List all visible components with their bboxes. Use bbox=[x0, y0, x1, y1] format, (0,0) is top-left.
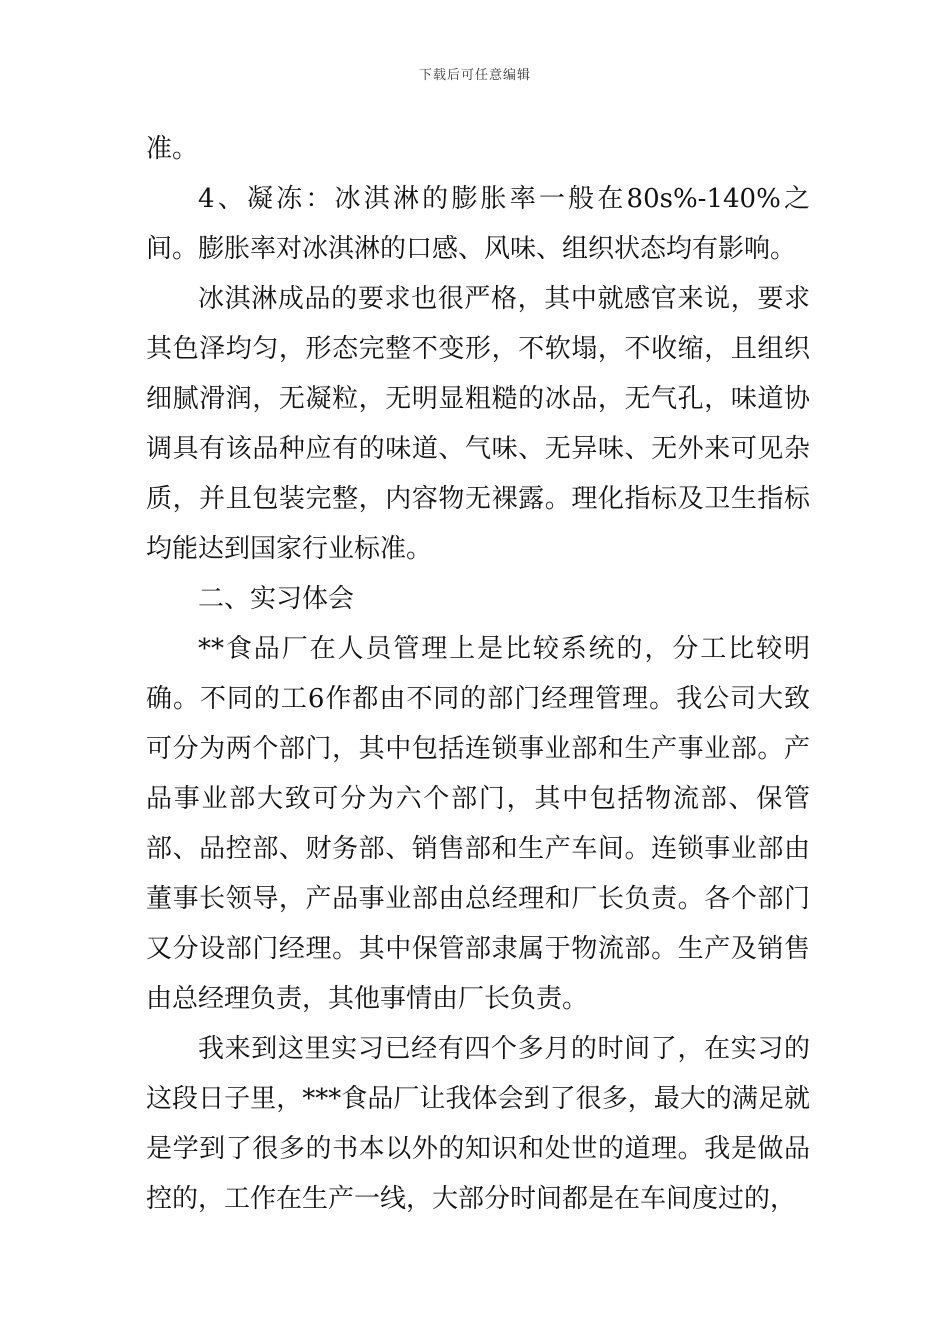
paragraph-internship: 我来到这里实习已经有四个多月的时间了，在实习的这段日子里，***食品厂让我体会到了很多，最大的满足就是学到了很多的书本以外的知识和处世的道理。我是做品控的，工作在生产一线，大部分时间都是在车间度过的， bbox=[146, 1034, 810, 1214]
paragraph-continuation: 准。 bbox=[146, 134, 199, 164]
page-header-note: 下载后可任意编辑 bbox=[418, 68, 531, 83]
section-heading-internship-experience: 二、实习体会 bbox=[198, 584, 355, 614]
paragraph-product-requirements: 冰淇淋成品的要求也很严格，其中就感官来说，要求其色泽均匀，形态完整不变形，不软塌，不收缩，且组织细腻滑润，无凝粒，无明显粗糙的冰品，无气孔，味道协调具有该品种应有的味道、气味、无异味、无外来可见杂质，并且包装完整，内容物无裸露。理化指标及卫生指标均能达到国家行业标准。 bbox=[146, 284, 810, 564]
paragraph-freezing: 4、凝冻：冰淇淋的膨胀率一般在80s%-140%之间。膨胀率对冰淇淋的口感、风味、组织状态均有影响。 bbox=[146, 184, 810, 264]
document-body bbox=[146, 124, 810, 1224]
paragraph-management: **食品厂在人员管理上是比较系统的，分工比较明确。不同的工6作都由不同的部门经理管理。我公司大致可分为两个部门，其中包括连锁事业部和生产事业部。产品事业部大致可分为六个部门，其中包括物流部、保管部、品控部、财务部、销售部和生产车间。连锁事业部由董事长领导，产品事业部由总经理和厂长负责。各个部门又分设部门经理。其中保管部隶属于物流部。生产及销售由总经理负责，其他事情由厂长负责。 bbox=[146, 634, 810, 1014]
